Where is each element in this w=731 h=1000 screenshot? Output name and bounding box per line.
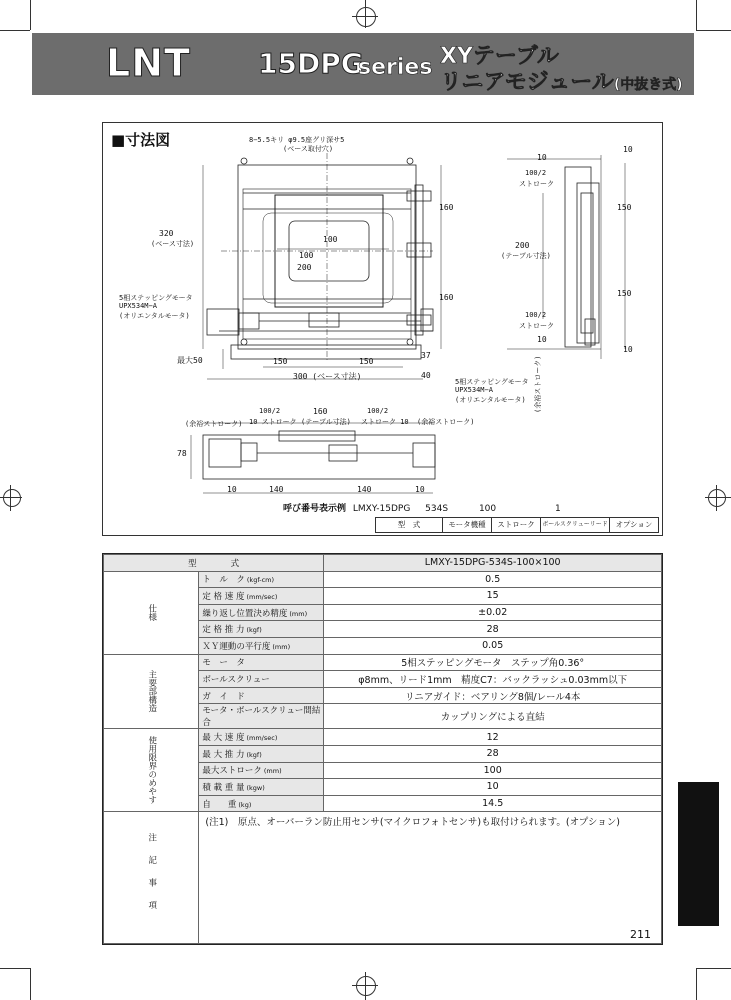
dim-150-a: 150 bbox=[273, 357, 288, 366]
crop-mark bbox=[696, 30, 731, 31]
title-line-2 bbox=[440, 65, 683, 96]
spec-row-value: 15 bbox=[324, 588, 662, 605]
title-line-2-text: リニアモジュール bbox=[440, 70, 614, 95]
spec-row bbox=[104, 654, 662, 671]
spec-row-label-text: モ ー タ bbox=[202, 658, 245, 669]
side-dim-10-c: 10 bbox=[537, 335, 547, 344]
crop-mark bbox=[696, 0, 697, 30]
spec-row-value: 100 bbox=[324, 762, 662, 779]
dim-320: 320 bbox=[159, 229, 174, 238]
crop-mark bbox=[356, 7, 376, 27]
max-50: 最大50 bbox=[177, 356, 203, 365]
spec-row-label bbox=[199, 729, 324, 746]
title-line-1: XYテーブル bbox=[440, 44, 559, 69]
spec-row-unit: (mm) bbox=[289, 609, 308, 618]
side-spare-stroke: (余裕ストローク) bbox=[534, 355, 542, 413]
spec-row-unit: (kgf-cm) bbox=[246, 576, 275, 585]
spec-row-label-text: モータ・ボールスクリュー間結合 bbox=[202, 706, 321, 729]
spec-row-label-text: ト ル ク bbox=[202, 575, 245, 586]
series-label: series bbox=[358, 55, 433, 80]
spec-group-label: 主要部構造 bbox=[104, 654, 199, 729]
side-stroke-top-label: ストローク bbox=[519, 180, 554, 188]
front-spare-right: (余裕ストローク) bbox=[417, 418, 475, 426]
front-stroke-left-label: 10 ストローク bbox=[249, 418, 297, 426]
spec-row-unit: (mm) bbox=[272, 642, 291, 651]
front-dim-140-a: 140 bbox=[269, 485, 284, 494]
title-banner bbox=[32, 33, 694, 95]
spec-row-label bbox=[199, 795, 324, 812]
spec-row-unit: (kg) bbox=[238, 800, 252, 809]
spec-row-value: ±0.02 bbox=[324, 604, 662, 621]
side-index-tab bbox=[678, 782, 719, 926]
front-dim-10-b: 10 bbox=[415, 485, 425, 494]
side-stroke-top: 100/2 bbox=[525, 169, 547, 177]
spec-row-value: カップリングによる直結 bbox=[324, 704, 662, 729]
spec-header-label: 型 式 bbox=[104, 555, 324, 572]
spec-table-grid bbox=[103, 554, 662, 944]
dim-200: 200 bbox=[297, 263, 312, 272]
side-dim-200-note: (テーブル寸法) bbox=[501, 252, 551, 260]
side-stroke-bot: 100/2 bbox=[525, 311, 547, 319]
side-dim-10-a: 10 bbox=[537, 153, 547, 162]
spec-row-label bbox=[199, 704, 324, 729]
crop-mark bbox=[30, 968, 31, 1000]
spec-row-label-text: 繰り返し位置決め精度 bbox=[202, 608, 288, 619]
spec-row-label bbox=[199, 571, 324, 588]
top-view-drawing bbox=[103, 123, 662, 535]
brand-logo: LNT bbox=[106, 41, 191, 85]
front-dim-10-a: 10 bbox=[227, 485, 237, 494]
spec-row-value: 12 bbox=[324, 729, 662, 746]
side-dim-150-a: 150 bbox=[617, 203, 632, 212]
part-code-c: 100 bbox=[478, 504, 497, 514]
motor2-label-1: 5相ステッピングモータ bbox=[455, 378, 529, 386]
spec-row-label-text: ガ イ ド bbox=[202, 691, 245, 702]
hole-note-2: (ベース取付穴) bbox=[283, 145, 334, 153]
spec-row-value: φ8mm、リード1mm 精度C7：バックラッシュ0.03mm以下 bbox=[324, 671, 662, 688]
spec-row-label bbox=[199, 762, 324, 779]
spec-row-label-text: ボールスクリュー bbox=[202, 674, 270, 685]
spec-row-label bbox=[199, 654, 324, 671]
spec-row-label bbox=[199, 671, 324, 688]
spec-row-value: リニアガイド：ベアリング8個/レール4本 bbox=[324, 687, 662, 704]
spec-header-value: LMXY-15DPG-534S-100×100 bbox=[324, 555, 662, 572]
crop-mark bbox=[0, 30, 30, 31]
spec-header-row bbox=[104, 555, 662, 572]
spec-row-unit: (kgf) bbox=[246, 626, 262, 635]
spec-row-unit: (mm) bbox=[263, 767, 282, 776]
dim-150-b: 150 bbox=[359, 357, 374, 366]
spec-row-unit: (kgw) bbox=[246, 783, 265, 792]
front-dim-78: 78 bbox=[177, 449, 187, 458]
spec-row-label-text: 定 格 推 力 bbox=[202, 625, 245, 636]
part-code-label bbox=[283, 501, 561, 514]
part-code-d: 1 bbox=[555, 504, 561, 514]
spec-row-label-text: 最 大 速 度 bbox=[202, 733, 245, 744]
dim-300: 300 (ベース寸法) bbox=[293, 372, 362, 381]
spec-row-value: 14.5 bbox=[324, 795, 662, 812]
model-name: 15DPG bbox=[258, 47, 364, 80]
motor-label-2: UPX534M−A bbox=[119, 302, 157, 310]
spec-row bbox=[104, 571, 662, 588]
spec-group-label: 仕様 bbox=[104, 571, 199, 654]
dim-160-a: 160 bbox=[439, 203, 454, 212]
spec-row-label bbox=[199, 621, 324, 638]
spec-table bbox=[102, 553, 663, 945]
part-code-a: LMXY-15DPG bbox=[352, 504, 411, 514]
spec-row-value: 5相ステッピングモータ ステップ角0.36° bbox=[324, 654, 662, 671]
side-dim-150-b: 150 bbox=[617, 289, 632, 298]
spec-row-label-text: ＸＹ運動の平行度 bbox=[202, 641, 271, 652]
section-title: ■寸法図 bbox=[111, 131, 171, 149]
dimension-drawing-panel bbox=[102, 122, 663, 536]
notes-text: (注1) 原点、オーバーラン防止用センサ(マイクロフォトセンサ)も取付けられます。(オプション) bbox=[199, 812, 662, 944]
part-code-box-stroke: ストローク bbox=[491, 517, 541, 533]
crop-mark bbox=[30, 0, 31, 30]
dim-37: 37 bbox=[421, 351, 431, 360]
front-dim-160: 160 bbox=[313, 407, 328, 416]
front-spare-left: (余裕ストローク) bbox=[185, 420, 243, 428]
motor-label-3: (オリエンタルモータ) bbox=[119, 312, 190, 320]
title-suffix: (中抜き式) bbox=[613, 77, 683, 93]
spec-row-label-text: 積 載 重 量 bbox=[202, 782, 245, 793]
motor2-label-2: UPX534M−A bbox=[455, 386, 493, 394]
crop-mark bbox=[696, 968, 731, 969]
spec-row-label bbox=[199, 604, 324, 621]
spec-row-unit: (mm/sec) bbox=[246, 592, 278, 601]
side-stroke-bot-label: ストローク bbox=[519, 322, 554, 330]
part-code-box-option: オプション bbox=[609, 517, 659, 533]
part-code-box-lead: ボールスクリューリード bbox=[540, 517, 610, 533]
hole-note-1: 8−5.5キリ φ9.5座グリ深サ5 bbox=[249, 136, 345, 144]
front-stroke-right: 100/2 bbox=[367, 407, 389, 415]
spec-row-unit: (mm/sec) bbox=[246, 734, 278, 743]
page-number: 211 bbox=[630, 928, 651, 941]
front-dim-160-note: (テーブル寸法) bbox=[301, 418, 351, 426]
spec-row-label bbox=[199, 779, 324, 796]
crop-mark bbox=[0, 968, 30, 969]
motor2-label-3: (オリエンタルモータ) bbox=[455, 396, 526, 404]
side-dim-10-b: 10 bbox=[623, 145, 633, 154]
spec-row-value: 0.05 bbox=[324, 637, 662, 654]
crop-mark bbox=[696, 968, 697, 1000]
front-stroke-right-label: ストローク 10 bbox=[361, 418, 409, 426]
side-dim-200: 200 bbox=[515, 241, 530, 250]
dim-40: 40 bbox=[421, 371, 431, 380]
notes-label: 注記事項 bbox=[104, 812, 199, 944]
spec-row bbox=[104, 729, 662, 746]
spec-row-label bbox=[199, 745, 324, 762]
spec-row-value: 10 bbox=[324, 779, 662, 796]
part-code-box-motor: モータ機種 bbox=[442, 517, 492, 533]
front-stroke-left: 100/2 bbox=[259, 407, 281, 415]
spec-row-value: 0.5 bbox=[324, 571, 662, 588]
dim-100-b: 100 bbox=[299, 251, 314, 260]
crop-mark bbox=[3, 489, 21, 507]
notes-row bbox=[104, 812, 662, 944]
spec-row-label bbox=[199, 588, 324, 605]
spec-row-unit: (kgf) bbox=[246, 750, 262, 759]
crop-mark bbox=[356, 976, 376, 996]
spec-row-label bbox=[199, 687, 324, 704]
spec-row-label-text: 自 重 bbox=[202, 799, 237, 810]
part-code-title: 呼び番号表示例 bbox=[283, 504, 347, 514]
front-dim-140-b: 140 bbox=[357, 485, 372, 494]
spec-row-value: 28 bbox=[324, 621, 662, 638]
part-code-b: 534S bbox=[425, 504, 449, 514]
dim-100-a: 100 bbox=[323, 235, 338, 244]
crop-mark bbox=[708, 489, 726, 507]
spec-row-label-text: 定 格 速 度 bbox=[202, 591, 245, 602]
spec-row-value: 28 bbox=[324, 745, 662, 762]
part-code-box-type: 型 式 bbox=[375, 517, 443, 533]
dim-320-note: (ベース寸法) bbox=[151, 240, 195, 248]
spec-row-label bbox=[199, 637, 324, 654]
spec-table-body bbox=[104, 555, 662, 944]
spec-row-label-text: 最大ストローク bbox=[202, 766, 262, 777]
spec-row-label-text: 最 大 推 力 bbox=[202, 749, 245, 760]
side-dim-10-d: 10 bbox=[623, 345, 633, 354]
spec-group-label: 使用限界のめやす bbox=[104, 729, 199, 812]
motor-label-1: 5相ステッピングモータ bbox=[119, 294, 193, 302]
dim-160-b: 160 bbox=[439, 293, 454, 302]
